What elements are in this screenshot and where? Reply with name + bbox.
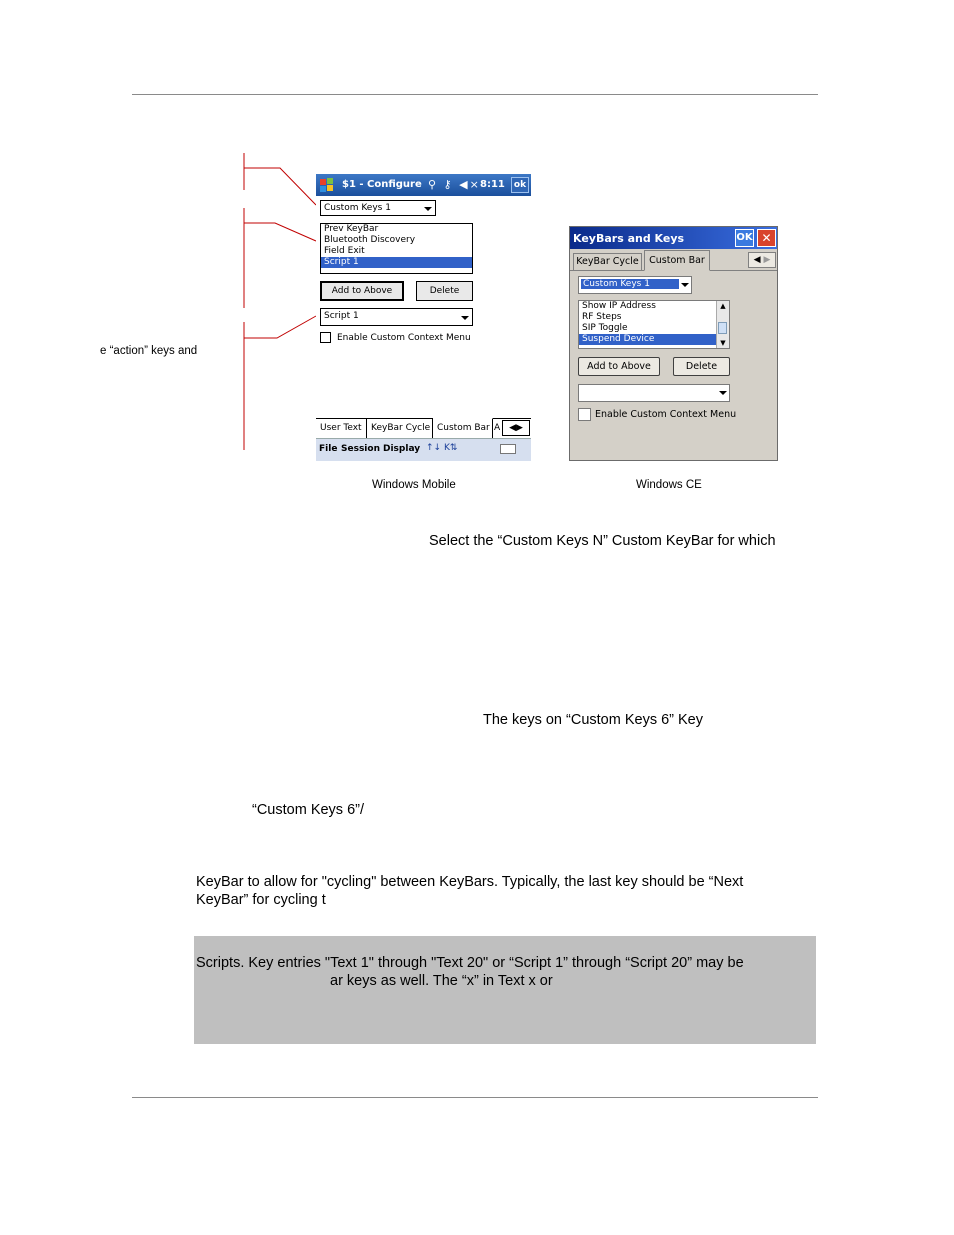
note-line-2: ar keys as well. The “x” in Text x or [330, 973, 553, 989]
menu-session[interactable]: Session [341, 444, 380, 454]
wm-add-to-above-button[interactable]: Add to Above [320, 281, 404, 301]
list-item-selected[interactable]: Suspend Device [579, 334, 716, 345]
chevron-down-icon [424, 207, 432, 211]
note-line-1: Scripts. Key entries "Text 1" through "Text 20" or “Script 1” through “Script 20” may be [196, 955, 744, 971]
list-item[interactable]: Show IP Address [582, 301, 656, 311]
menu-display[interactable]: Display [383, 444, 421, 454]
wm-menu-bar [316, 438, 531, 461]
caption-windows-ce: Windows CE [636, 479, 702, 491]
paragraph-custom-keys-6: “Custom Keys 6”/ [252, 802, 364, 818]
wm-window-title: $1 - Configure [342, 179, 422, 190]
status-icons[interactable]: ⚲ ⚷ ◀× [428, 178, 481, 191]
list-item[interactable]: Bluetooth Discovery [324, 235, 416, 245]
arrow-left-icon[interactable]: ◀ [509, 423, 516, 433]
callout-leader-2 [244, 223, 316, 241]
ce-add-to-above-button[interactable]: Add to Above [578, 357, 660, 376]
ce-ok-button[interactable]: OK [735, 229, 754, 247]
scroll-thumb[interactable] [718, 322, 727, 334]
ce-context-menu-checkbox[interactable] [578, 408, 591, 421]
ce-window-title: KeyBars and Keys [573, 232, 685, 245]
ce-tab-keybar-cycle[interactable]: KeyBar Cycle [573, 253, 642, 270]
chevron-down-icon [681, 283, 689, 287]
arrow-up-icon[interactable]: ▲ [720, 302, 726, 310]
arrow-down-icon[interactable]: ▼ [720, 339, 726, 347]
list-item[interactable]: RF Steps [582, 312, 622, 322]
ce-checkbox-label: Enable Custom Context Menu [595, 409, 737, 420]
wm-tab-strip [316, 418, 531, 439]
list-item[interactable]: SIP Toggle [582, 323, 628, 333]
tab-scroll-arrows[interactable] [502, 420, 530, 436]
wm-checkbox-label: Enable Custom Context Menu [337, 333, 471, 343]
note-box [194, 936, 816, 1044]
list-item[interactable]: Field Exit [324, 246, 365, 256]
chevron-down-icon [461, 316, 469, 320]
callout-leader-1 [244, 168, 316, 205]
callout-leader-3 [244, 316, 316, 338]
arrow-right-icon[interactable]: ▶ [516, 423, 523, 433]
paragraph-keys-on-custom-keys-6: The keys on “Custom Keys 6” Key [483, 712, 703, 728]
wm-action-select[interactable] [320, 308, 473, 326]
ce-title-bar [570, 227, 777, 249]
keybar-toggle-icon[interactable]: ↑↓ K⇅ [426, 443, 458, 453]
list-item[interactable]: Prev KeyBar [324, 224, 379, 234]
ce-delete-button[interactable]: Delete [673, 357, 730, 376]
windows-mobile-screenshot [316, 174, 531, 460]
paragraph-cycling-line-2: KeyBar” for cycling t [196, 892, 326, 908]
footer-rule [132, 1097, 818, 1098]
list-item-selected[interactable]: Script 1 [321, 257, 472, 268]
tab-user-text[interactable]: User Text [316, 419, 367, 438]
arrow-left-icon[interactable]: ◀ [753, 255, 761, 265]
ce-tab-scroll-arrows[interactable] [748, 252, 776, 268]
ce-keybar-select-value: Custom Keys 1 [581, 279, 679, 289]
tab-custom-bar[interactable]: Custom Bar [433, 418, 493, 438]
wm-delete-button[interactable]: Delete [416, 281, 473, 301]
chevron-down-icon [719, 391, 727, 395]
left-note: e “action” keys and [100, 345, 198, 357]
windows-ce-screenshot [569, 226, 778, 461]
wm-context-menu-checkbox[interactable] [320, 332, 331, 343]
wm-action-select-value: Script 1 [324, 311, 359, 321]
menu-file[interactable]: File [319, 444, 338, 454]
ce-list-scrollbar[interactable] [716, 301, 729, 348]
ce-action-select[interactable] [578, 384, 730, 402]
tab-overflow[interactable]: A [494, 423, 501, 433]
paragraph-select-custom-keys: Select the “Custom Keys N” Custom KeyBar for which [429, 533, 776, 549]
wm-title-bar [316, 174, 531, 196]
ce-keybar-select[interactable] [578, 276, 692, 294]
tab-keybar-cycle[interactable]: KeyBar Cycle [367, 419, 433, 438]
clock: 8:11 [480, 179, 505, 190]
wm-keybar-select[interactable] [320, 200, 436, 216]
ce-key-list[interactable] [578, 300, 730, 349]
wm-key-list[interactable] [320, 223, 473, 274]
wm-keybar-select-value: Custom Keys 1 [324, 203, 391, 213]
keyboard-icon[interactable] [500, 444, 516, 454]
close-icon[interactable]: ✕ [757, 229, 776, 247]
wm-ok-button[interactable]: ok [511, 177, 529, 193]
ce-tab-custom-bar[interactable]: Custom Bar [644, 250, 710, 271]
caption-windows-mobile: Windows Mobile [372, 479, 456, 491]
paragraph-cycling-line-1: KeyBar to allow for "cycling" between KeyBars. Typically, the last key should be “Next [196, 874, 744, 890]
windows-start-icon[interactable] [319, 177, 335, 193]
arrow-right-icon[interactable]: ▶ [763, 255, 771, 265]
